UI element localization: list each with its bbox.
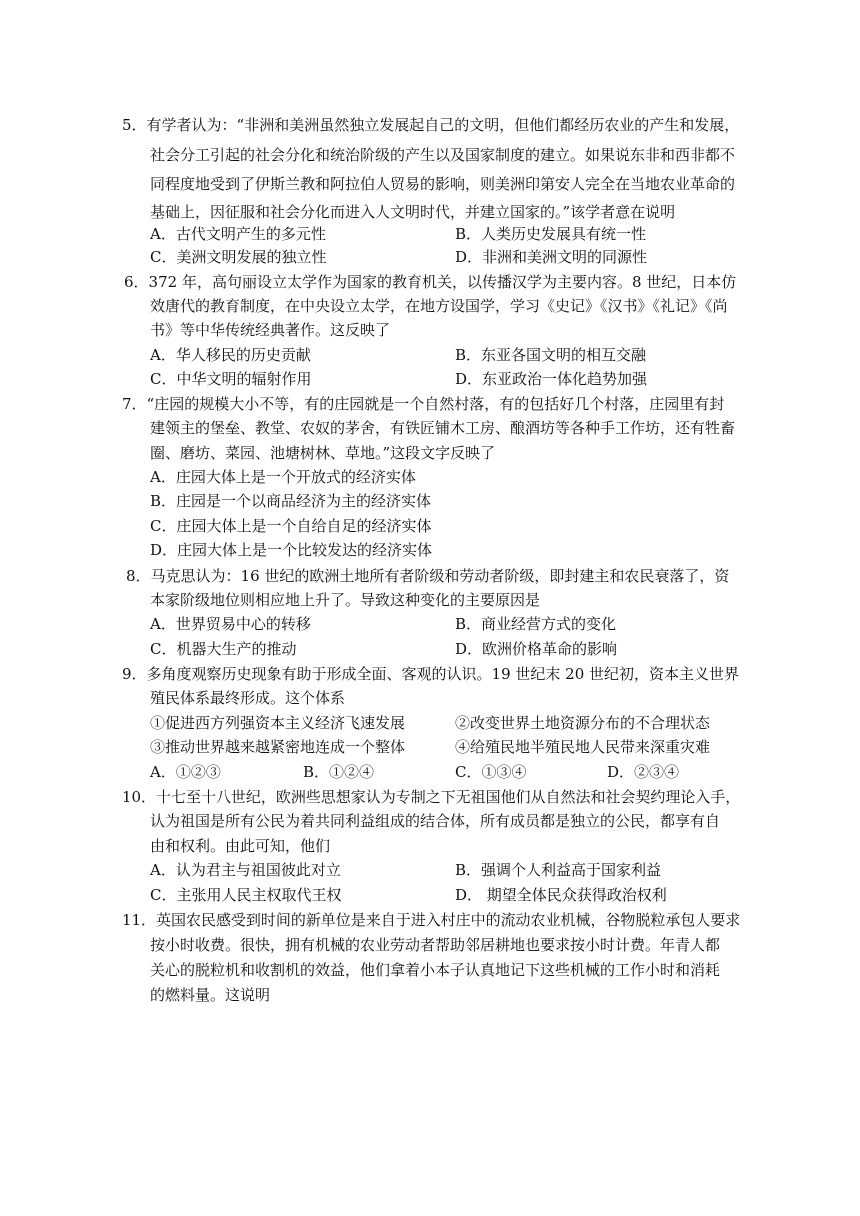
question-9-statement-3: ③推动世界越来越紧密地连成一个整体: [150, 738, 406, 756]
question-8-line-1: 8．马克思认为：16 世纪的欧洲土地所有者阶级和劳动者阶级，即封建主和农民衰落了，资: [126, 567, 730, 585]
question-9-option-b: B．①②④: [303, 763, 375, 781]
question-8-option-d: D．欧洲价格革命的影响: [455, 640, 618, 658]
question-6-line-3: 书》等中华传统经典著作。这反映了: [150, 321, 391, 339]
question-6-line-2: 效唐代的教育制度，在中央设立太学，在地方设国学，学习《史记》《汉书》《礼记》《尚: [150, 297, 728, 315]
question-8-option-c: C．机器大生产的推动: [150, 640, 297, 658]
question-10-option-a: A．认为君主与祖国彼此对立: [150, 861, 341, 879]
question-9-line-1: 9．多角度观察历史现象有助于形成全面、客观的认识。19 世纪末 20 世纪初，资本主义世界: [122, 665, 740, 683]
question-7-line-3: 圈、磨坊、菜园、池塘树林、草地。”这段文字反映了: [150, 444, 496, 462]
question-9-statement-2: ②改变世界土地资源分布的不合理状态: [455, 714, 711, 732]
question-11-line-1: 11．英国农民感受到时间的新单位是来自于进入村庄中的流动农业机械，谷物脱粒承包人要求: [122, 911, 741, 929]
question-6-line-1: 6．372 年，高句丽设立太学作为国家的教育机关，以传播汉学为主要内容。8 世纪，日本仿: [124, 273, 737, 291]
question-10-line-2: 认为祖国是所有公民为着共同利益组成的结合体，所有成员都是独立的公民，都享有自: [150, 812, 721, 830]
question-10-option-b: B．强调个人利益高于国家利益: [455, 861, 662, 879]
question-8-option-a: A．世界贸易中心的转移: [150, 615, 311, 633]
question-5-line-1: 5．有学者认为：“非洲和美洲虽然独立发展起自己的文明，但他们都经历农业的产生和发展，: [122, 116, 740, 134]
question-6-option-c: C．中华文明的辐射作用: [150, 370, 312, 388]
question-7-line-2: 建领主的堡垒、教堂、农奴的茅舍，有铁匠铺木工房、酿酒坊等各种手工作坊，还有牲畜: [150, 419, 736, 437]
question-6-option-d: D．东亚政治一体化趋势加强: [455, 370, 648, 388]
question-10-option-c: C．主张用人民主权取代王权: [150, 886, 342, 904]
question-8-option-b: B．商业经营方式的变化: [455, 615, 617, 633]
question-7-option-d: D．庄园大体上是一个比较发达的经济实体: [150, 541, 433, 559]
question-7-line-1: 7．“庄园的规模大小不等，有的庄园就是一个自然村落，有的包括好几个村落，庄园里有封: [122, 395, 725, 413]
question-6-option-a: A．华人移民的历史贡献: [150, 346, 311, 364]
question-10-option-d: D． 期望全体民众获得政治权利: [455, 886, 667, 904]
question-5-option-a: A．古代文明产生的多元性: [150, 225, 326, 243]
question-5-option-c: C．美洲文明发展的独立性: [150, 248, 327, 266]
question-5-line-2: 社会分工引起的社会分化和统治阶级的产生以及国家制度的建立。如果说东非和西非都不: [150, 146, 736, 164]
question-7-option-a: A．庄园大体上是一个开放式的经济实体: [150, 468, 416, 486]
question-9-option-c: C．①③④: [455, 763, 527, 781]
question-11-line-4: 的燃料量。这说明: [150, 986, 271, 1004]
question-9-statement-1: ①促进西方列强资本主义经济飞速发展: [150, 714, 406, 732]
question-9-line-2: 殖民体系最终形成。这个体系: [150, 689, 346, 707]
question-7-option-c: C．庄园大体上是一个自给自足的经济实体: [150, 517, 432, 535]
question-7-option-b: B．庄园是一个以商品经济为主的经济实体: [150, 492, 432, 510]
question-11-line-3: 关心的脱粒机和收割机的效益，他们拿着小本子认真地记下这些机械的工作小时和消耗: [150, 961, 721, 979]
question-8-line-2: 本家阶级地位则相应地上升了。导致这种变化的主要原因是: [150, 591, 541, 609]
question-9-option-d: D．②③④: [607, 763, 680, 781]
question-9-statement-4: ④给殖民地半殖民地人民带来深重灾难: [455, 738, 711, 756]
question-11-line-2: 按小时收费。很快，拥有机械的农业劳动者帮助邻居耕地也要求按小时计费。年青人都: [150, 936, 721, 954]
question-10-line-1: 10．十七至十八世纪，欧洲些思想家认为专制之下无祖国他们从自然法和社会契约理论入手，: [122, 788, 741, 806]
question-5-line-3: 同程度地受到了伊斯兰教和阿拉伯人贸易的影响，则美洲印第安人完全在当地农业革命的: [150, 175, 736, 193]
question-5-option-d: D．非洲和美洲文明的同源性: [455, 248, 648, 266]
question-5-option-b: B．人类历史发展具有统一性: [455, 225, 647, 243]
question-10-line-3: 由和权利。由此可知，他们: [150, 837, 331, 855]
question-9-option-a: A．①②③: [150, 763, 221, 781]
question-6-option-b: B．东亚各国文明的相互交融: [455, 346, 647, 364]
question-5-line-4: 基础上，因征服和社会分化而进入人文明时代，并建立国家的。”该学者意在说明: [150, 203, 676, 221]
